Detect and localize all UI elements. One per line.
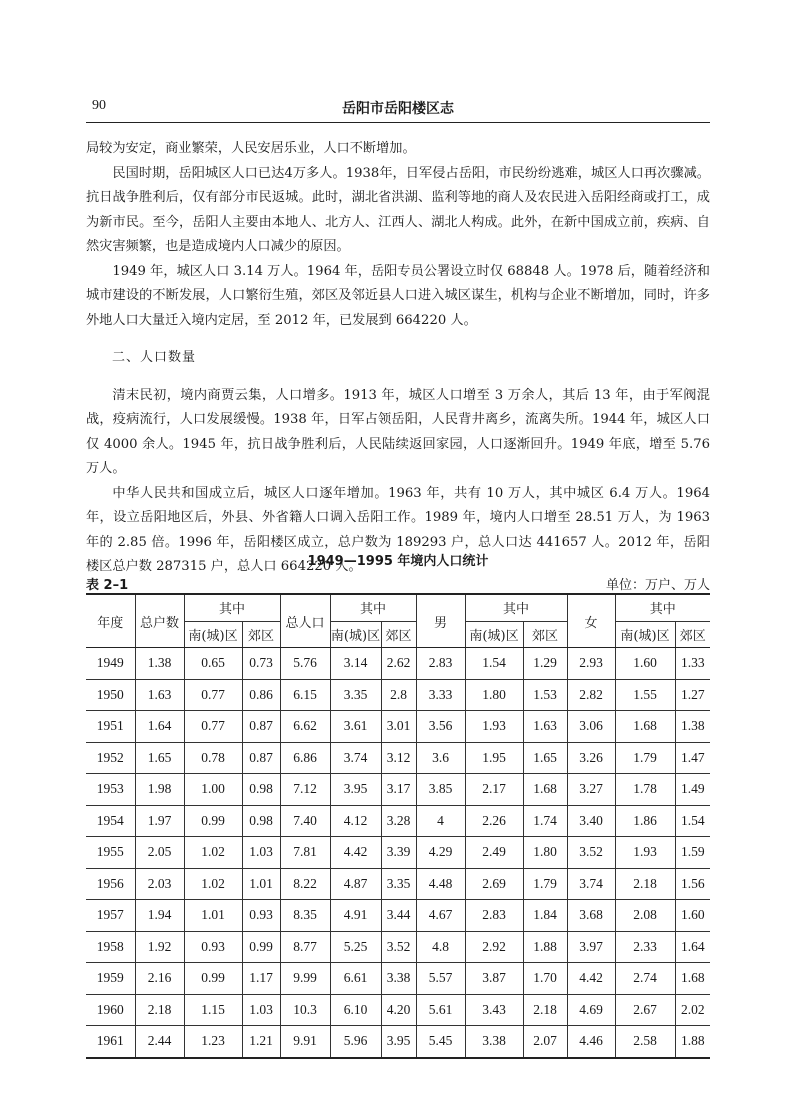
cell-male: 3.56: [416, 711, 465, 743]
cell-male-suburban: 1.63: [523, 711, 567, 743]
cell-male: 3.33: [416, 679, 465, 711]
table-row: [86, 805, 710, 837]
cell-population-suburban: 2.8: [381, 679, 416, 711]
cell-households-urban: 1.02: [184, 837, 242, 869]
cell-female-suburban: 1.59: [675, 837, 710, 869]
cell-households-suburban: 1.03: [242, 837, 280, 869]
table-row: [86, 742, 710, 774]
cell-female-urban: 1.68: [615, 711, 675, 743]
cell-male-suburban: 2.07: [523, 1026, 567, 1058]
table-body: [86, 648, 710, 1058]
paragraph: 1949 年，城区人口 3.14 万人。1964 年，岳阳专员公署设立时仅 68848 人。1978 后，随着经济和城市建设的不断发展，人口繁衍生殖，郊区及邻近县人口进入城区谋生，机构与企业不断增加，同时，许多外地人口大量迁入境内定居，至 2012 年，已发展到 664220 人。: [86, 263, 710, 328]
cell-female: 3.74: [567, 868, 615, 900]
cell-households-urban: 0.77: [184, 679, 242, 711]
cell-population-suburban: 3.35: [381, 868, 416, 900]
header-of-which: 其中: [330, 594, 416, 621]
cell-population-urban: 5.25: [330, 931, 381, 963]
cell-female-suburban: 1.49: [675, 774, 710, 806]
cell-households-urban: 1.15: [184, 994, 242, 1026]
table-row: [86, 837, 710, 869]
cell-year: 1951: [86, 711, 135, 743]
cell-households: 1.38: [135, 648, 184, 680]
cell-year: 1952: [86, 742, 135, 774]
table-id: 表 2–1: [86, 578, 129, 593]
cell-female: 4.46: [567, 1026, 615, 1058]
cell-households-urban: 0.99: [184, 963, 242, 995]
cell-households: 2.44: [135, 1026, 184, 1058]
cell-total-population: 7.40: [280, 805, 330, 837]
cell-male-urban: 1.95: [465, 742, 523, 774]
paragraph: 民国时期，岳阳城区人口已达4万多人。1938年，日军侵占岳阳，市民纷纷逃难，城区人口再次骤减。抗日战争胜利后，仅有部分市民返城。此时，湖北省洪湖、监利等地的商人及农民进入岳阳经商或打工，成为新市民。至今，岳阳人主要由本地人、北方人、江西人、湖北人构成。此外，在新中国成立前，疾病、自然灾害频繁，也是造成境内人口减少的原因。: [86, 165, 710, 254]
cell-female: 3.26: [567, 742, 615, 774]
cell-female-suburban: 2.02: [675, 994, 710, 1026]
header-urban: 南(城)区: [615, 621, 675, 648]
cell-households: 1.92: [135, 931, 184, 963]
section-heading: 二、人口数量: [112, 350, 197, 365]
cell-total-population: 7.12: [280, 774, 330, 806]
cell-male-urban: 1.93: [465, 711, 523, 743]
cell-female: 3.27: [567, 774, 615, 806]
cell-male: 4.67: [416, 900, 465, 932]
header-suburban: 郊区: [242, 621, 280, 648]
cell-male: 4.8: [416, 931, 465, 963]
cell-population-urban: 4.87: [330, 868, 381, 900]
cell-households-suburban: 0.98: [242, 805, 280, 837]
cell-female-urban: 1.60: [615, 648, 675, 680]
cell-year: 1953: [86, 774, 135, 806]
cell-population-urban: 6.10: [330, 994, 381, 1026]
cell-households-suburban: 1.17: [242, 963, 280, 995]
cell-male-suburban: 1.53: [523, 679, 567, 711]
cell-households: 2.05: [135, 837, 184, 869]
cell-total-population: 9.99: [280, 963, 330, 995]
cell-female-urban: 1.78: [615, 774, 675, 806]
cell-male-suburban: 1.65: [523, 742, 567, 774]
cell-households-suburban: 0.98: [242, 774, 280, 806]
table-row: [86, 679, 710, 711]
cell-male-suburban: 1.84: [523, 900, 567, 932]
cell-households-urban: 1.01: [184, 900, 242, 932]
cell-households-suburban: 0.99: [242, 931, 280, 963]
cell-female-suburban: 1.47: [675, 742, 710, 774]
header-rule: [86, 122, 710, 123]
cell-total-population: 5.76: [280, 648, 330, 680]
cell-male-urban: 3.87: [465, 963, 523, 995]
cell-male-suburban: 1.68: [523, 774, 567, 806]
cell-households-suburban: 0.86: [242, 679, 280, 711]
cell-households-urban: 0.65: [184, 648, 242, 680]
paragraph: 中华人民共和国成立后，城区人口逐年增加。1963 年，共有 10 万人，其中城区 6.4 万人。1964 年，设立岳阳地区后，外县、外省籍人口调入岳阳工作。1989 年，境内人口增至 28.51 万人，为 1963 年的 2.85 倍。1996 年，岳阳楼区成立，总户数为 189293 户，总人口达 441657 人。2012 年，岳阳楼区总户数 287315 户，总人口 664220 人。: [86, 485, 710, 574]
cell-households-suburban: 0.93: [242, 900, 280, 932]
cell-male: 5.45: [416, 1026, 465, 1058]
table-row: [86, 931, 710, 963]
cell-female-suburban: 1.68: [675, 963, 710, 995]
cell-households-suburban: 0.87: [242, 742, 280, 774]
table-row: [86, 963, 710, 995]
header-male: 男: [416, 594, 465, 648]
cell-households: 2.18: [135, 994, 184, 1026]
page-header: [86, 98, 710, 122]
header-suburban: 郊区: [675, 621, 710, 648]
cell-total-population: 10.3: [280, 994, 330, 1026]
cell-male-urban: 2.69: [465, 868, 523, 900]
cell-male-urban: 3.38: [465, 1026, 523, 1058]
cell-female: 3.97: [567, 931, 615, 963]
cell-year: 1959: [86, 963, 135, 995]
body-text: [86, 137, 710, 580]
cell-male: 4.29: [416, 837, 465, 869]
cell-female-urban: 1.93: [615, 837, 675, 869]
cell-year: 1956: [86, 868, 135, 900]
cell-female: 4.69: [567, 994, 615, 1026]
cell-female-suburban: 1.60: [675, 900, 710, 932]
cell-female: 2.93: [567, 648, 615, 680]
cell-year: 1960: [86, 994, 135, 1026]
cell-population-suburban: 3.12: [381, 742, 416, 774]
cell-population-urban: 3.14: [330, 648, 381, 680]
cell-households: 1.97: [135, 805, 184, 837]
table-row: [86, 711, 710, 743]
cell-male-urban: 3.43: [465, 994, 523, 1026]
cell-male-urban: 1.54: [465, 648, 523, 680]
cell-male-suburban: 1.29: [523, 648, 567, 680]
cell-population-suburban: 2.62: [381, 648, 416, 680]
header-of-which: 其中: [615, 594, 710, 621]
cell-female-suburban: 1.56: [675, 868, 710, 900]
cell-female-suburban: 1.38: [675, 711, 710, 743]
header-suburban: 郊区: [381, 621, 416, 648]
header-female: 女: [567, 594, 615, 648]
cell-female-suburban: 1.33: [675, 648, 710, 680]
cell-population-urban: 5.96: [330, 1026, 381, 1058]
cell-households-urban: 1.23: [184, 1026, 242, 1058]
page-number: 90: [92, 98, 106, 113]
paragraph: 局较为安定，商业繁荣，人民安居乐业，人口不断增加。: [86, 141, 416, 156]
cell-population-suburban: 3.52: [381, 931, 416, 963]
cell-year: 1957: [86, 900, 135, 932]
cell-households-suburban: 1.21: [242, 1026, 280, 1058]
cell-male-urban: 1.80: [465, 679, 523, 711]
table-row: [86, 1026, 710, 1058]
cell-female-suburban: 1.54: [675, 805, 710, 837]
table-header-row: [86, 594, 710, 621]
header-of-which: 其中: [184, 594, 280, 621]
table-row: [86, 994, 710, 1026]
cell-year: 1954: [86, 805, 135, 837]
cell-households-suburban: 0.73: [242, 648, 280, 680]
cell-male: 5.57: [416, 963, 465, 995]
cell-female: 3.68: [567, 900, 615, 932]
cell-female-urban: 1.79: [615, 742, 675, 774]
cell-male: 3.6: [416, 742, 465, 774]
header-of-which: 其中: [465, 594, 567, 621]
cell-female-urban: 2.67: [615, 994, 675, 1026]
cell-male-urban: 2.26: [465, 805, 523, 837]
cell-households: 2.03: [135, 868, 184, 900]
cell-year: 1961: [86, 1026, 135, 1058]
cell-male-urban: 2.49: [465, 837, 523, 869]
cell-households: 1.65: [135, 742, 184, 774]
cell-male-urban: 2.17: [465, 774, 523, 806]
cell-female-suburban: 1.27: [675, 679, 710, 711]
cell-male: 5.61: [416, 994, 465, 1026]
cell-year: 1949: [86, 648, 135, 680]
cell-population-urban: 6.61: [330, 963, 381, 995]
table-unit: 单位：万户、万人: [605, 578, 710, 593]
cell-population-suburban: 3.17: [381, 774, 416, 806]
cell-male: 4: [416, 805, 465, 837]
cell-total-population: 6.15: [280, 679, 330, 711]
cell-female-urban: 2.58: [615, 1026, 675, 1058]
cell-households: 1.94: [135, 900, 184, 932]
cell-population-urban: 4.12: [330, 805, 381, 837]
cell-total-population: 7.81: [280, 837, 330, 869]
header-urban: 南(城)区: [465, 621, 523, 648]
cell-female: 4.42: [567, 963, 615, 995]
table-row: [86, 648, 710, 680]
cell-population-suburban: 3.28: [381, 805, 416, 837]
cell-population-suburban: 3.44: [381, 900, 416, 932]
cell-households-suburban: 1.03: [242, 994, 280, 1026]
cell-population-suburban: 3.01: [381, 711, 416, 743]
cell-population-urban: 4.91: [330, 900, 381, 932]
cell-population-urban: 3.95: [330, 774, 381, 806]
cell-population-suburban: 3.38: [381, 963, 416, 995]
cell-households-urban: 0.99: [184, 805, 242, 837]
cell-male-urban: 2.83: [465, 900, 523, 932]
cell-households: 1.63: [135, 679, 184, 711]
cell-households: 2.16: [135, 963, 184, 995]
cell-female-urban: 2.18: [615, 868, 675, 900]
cell-female-urban: 1.55: [615, 679, 675, 711]
running-title: 岳阳市岳阳楼区志: [342, 101, 454, 117]
table-row: [86, 900, 710, 932]
cell-population-urban: 3.35: [330, 679, 381, 711]
cell-total-population: 9.91: [280, 1026, 330, 1058]
cell-male-suburban: 1.88: [523, 931, 567, 963]
cell-male-suburban: 1.79: [523, 868, 567, 900]
cell-total-population: 6.62: [280, 711, 330, 743]
cell-households-urban: 1.00: [184, 774, 242, 806]
table-row: [86, 774, 710, 806]
cell-male-suburban: 1.74: [523, 805, 567, 837]
cell-female-suburban: 1.88: [675, 1026, 710, 1058]
cell-households-urban: 0.93: [184, 931, 242, 963]
cell-households-urban: 0.78: [184, 742, 242, 774]
cell-year: 1950: [86, 679, 135, 711]
header-total-population: 总人口: [280, 594, 330, 648]
cell-female: 3.40: [567, 805, 615, 837]
cell-male: 4.48: [416, 868, 465, 900]
header-year: 年度: [86, 594, 135, 648]
cell-households: 1.98: [135, 774, 184, 806]
cell-year: 1958: [86, 931, 135, 963]
cell-households-suburban: 0.87: [242, 711, 280, 743]
paragraph: 清末民初，境内商贾云集，人口增多。1913 年，城区人口增至 3 万余人，其后 13 年，由于军阀混战，疫病流行，人口发展缓慢。1938 年，日军占领岳阳，人民背井离乡，流离失所。1944 年，城区人口仅 4000 余人。1945 年，抗日战争胜利后，人民陆续返回家园，人口逐渐回升。1949 年底，增至 5.76 万人。: [86, 387, 710, 476]
cell-female-urban: 2.74: [615, 963, 675, 995]
cell-population-suburban: 4.20: [381, 994, 416, 1026]
cell-male-suburban: 1.80: [523, 837, 567, 869]
cell-total-population: 6.86: [280, 742, 330, 774]
table-row: [86, 868, 710, 900]
header-urban: 南(城)区: [184, 621, 242, 648]
cell-total-population: 8.22: [280, 868, 330, 900]
header-households: 总户数: [135, 594, 184, 648]
cell-female: 3.52: [567, 837, 615, 869]
cell-male: 2.83: [416, 648, 465, 680]
cell-population-urban: 3.74: [330, 742, 381, 774]
cell-male-suburban: 2.18: [523, 994, 567, 1026]
cell-total-population: 8.35: [280, 900, 330, 932]
cell-year: 1955: [86, 837, 135, 869]
header-urban: 南(城)区: [330, 621, 381, 648]
cell-population-urban: 4.42: [330, 837, 381, 869]
cell-female-suburban: 1.64: [675, 931, 710, 963]
cell-male-suburban: 1.70: [523, 963, 567, 995]
cell-population-urban: 3.61: [330, 711, 381, 743]
cell-female: 3.06: [567, 711, 615, 743]
table-caption: 1949—1995 年境内人口统计: [307, 554, 489, 569]
cell-male-urban: 2.92: [465, 931, 523, 963]
cell-households-suburban: 1.01: [242, 868, 280, 900]
cell-female-urban: 1.86: [615, 805, 675, 837]
cell-female: 2.82: [567, 679, 615, 711]
cell-households-urban: 0.77: [184, 711, 242, 743]
cell-male: 3.85: [416, 774, 465, 806]
cell-population-suburban: 3.39: [381, 837, 416, 869]
header-suburban: 郊区: [523, 621, 567, 648]
cell-households: 1.64: [135, 711, 184, 743]
cell-female-urban: 2.33: [615, 931, 675, 963]
population-table: [86, 593, 710, 1059]
cell-total-population: 8.77: [280, 931, 330, 963]
cell-female-urban: 2.08: [615, 900, 675, 932]
cell-households-urban: 1.02: [184, 868, 242, 900]
cell-population-suburban: 3.95: [381, 1026, 416, 1058]
